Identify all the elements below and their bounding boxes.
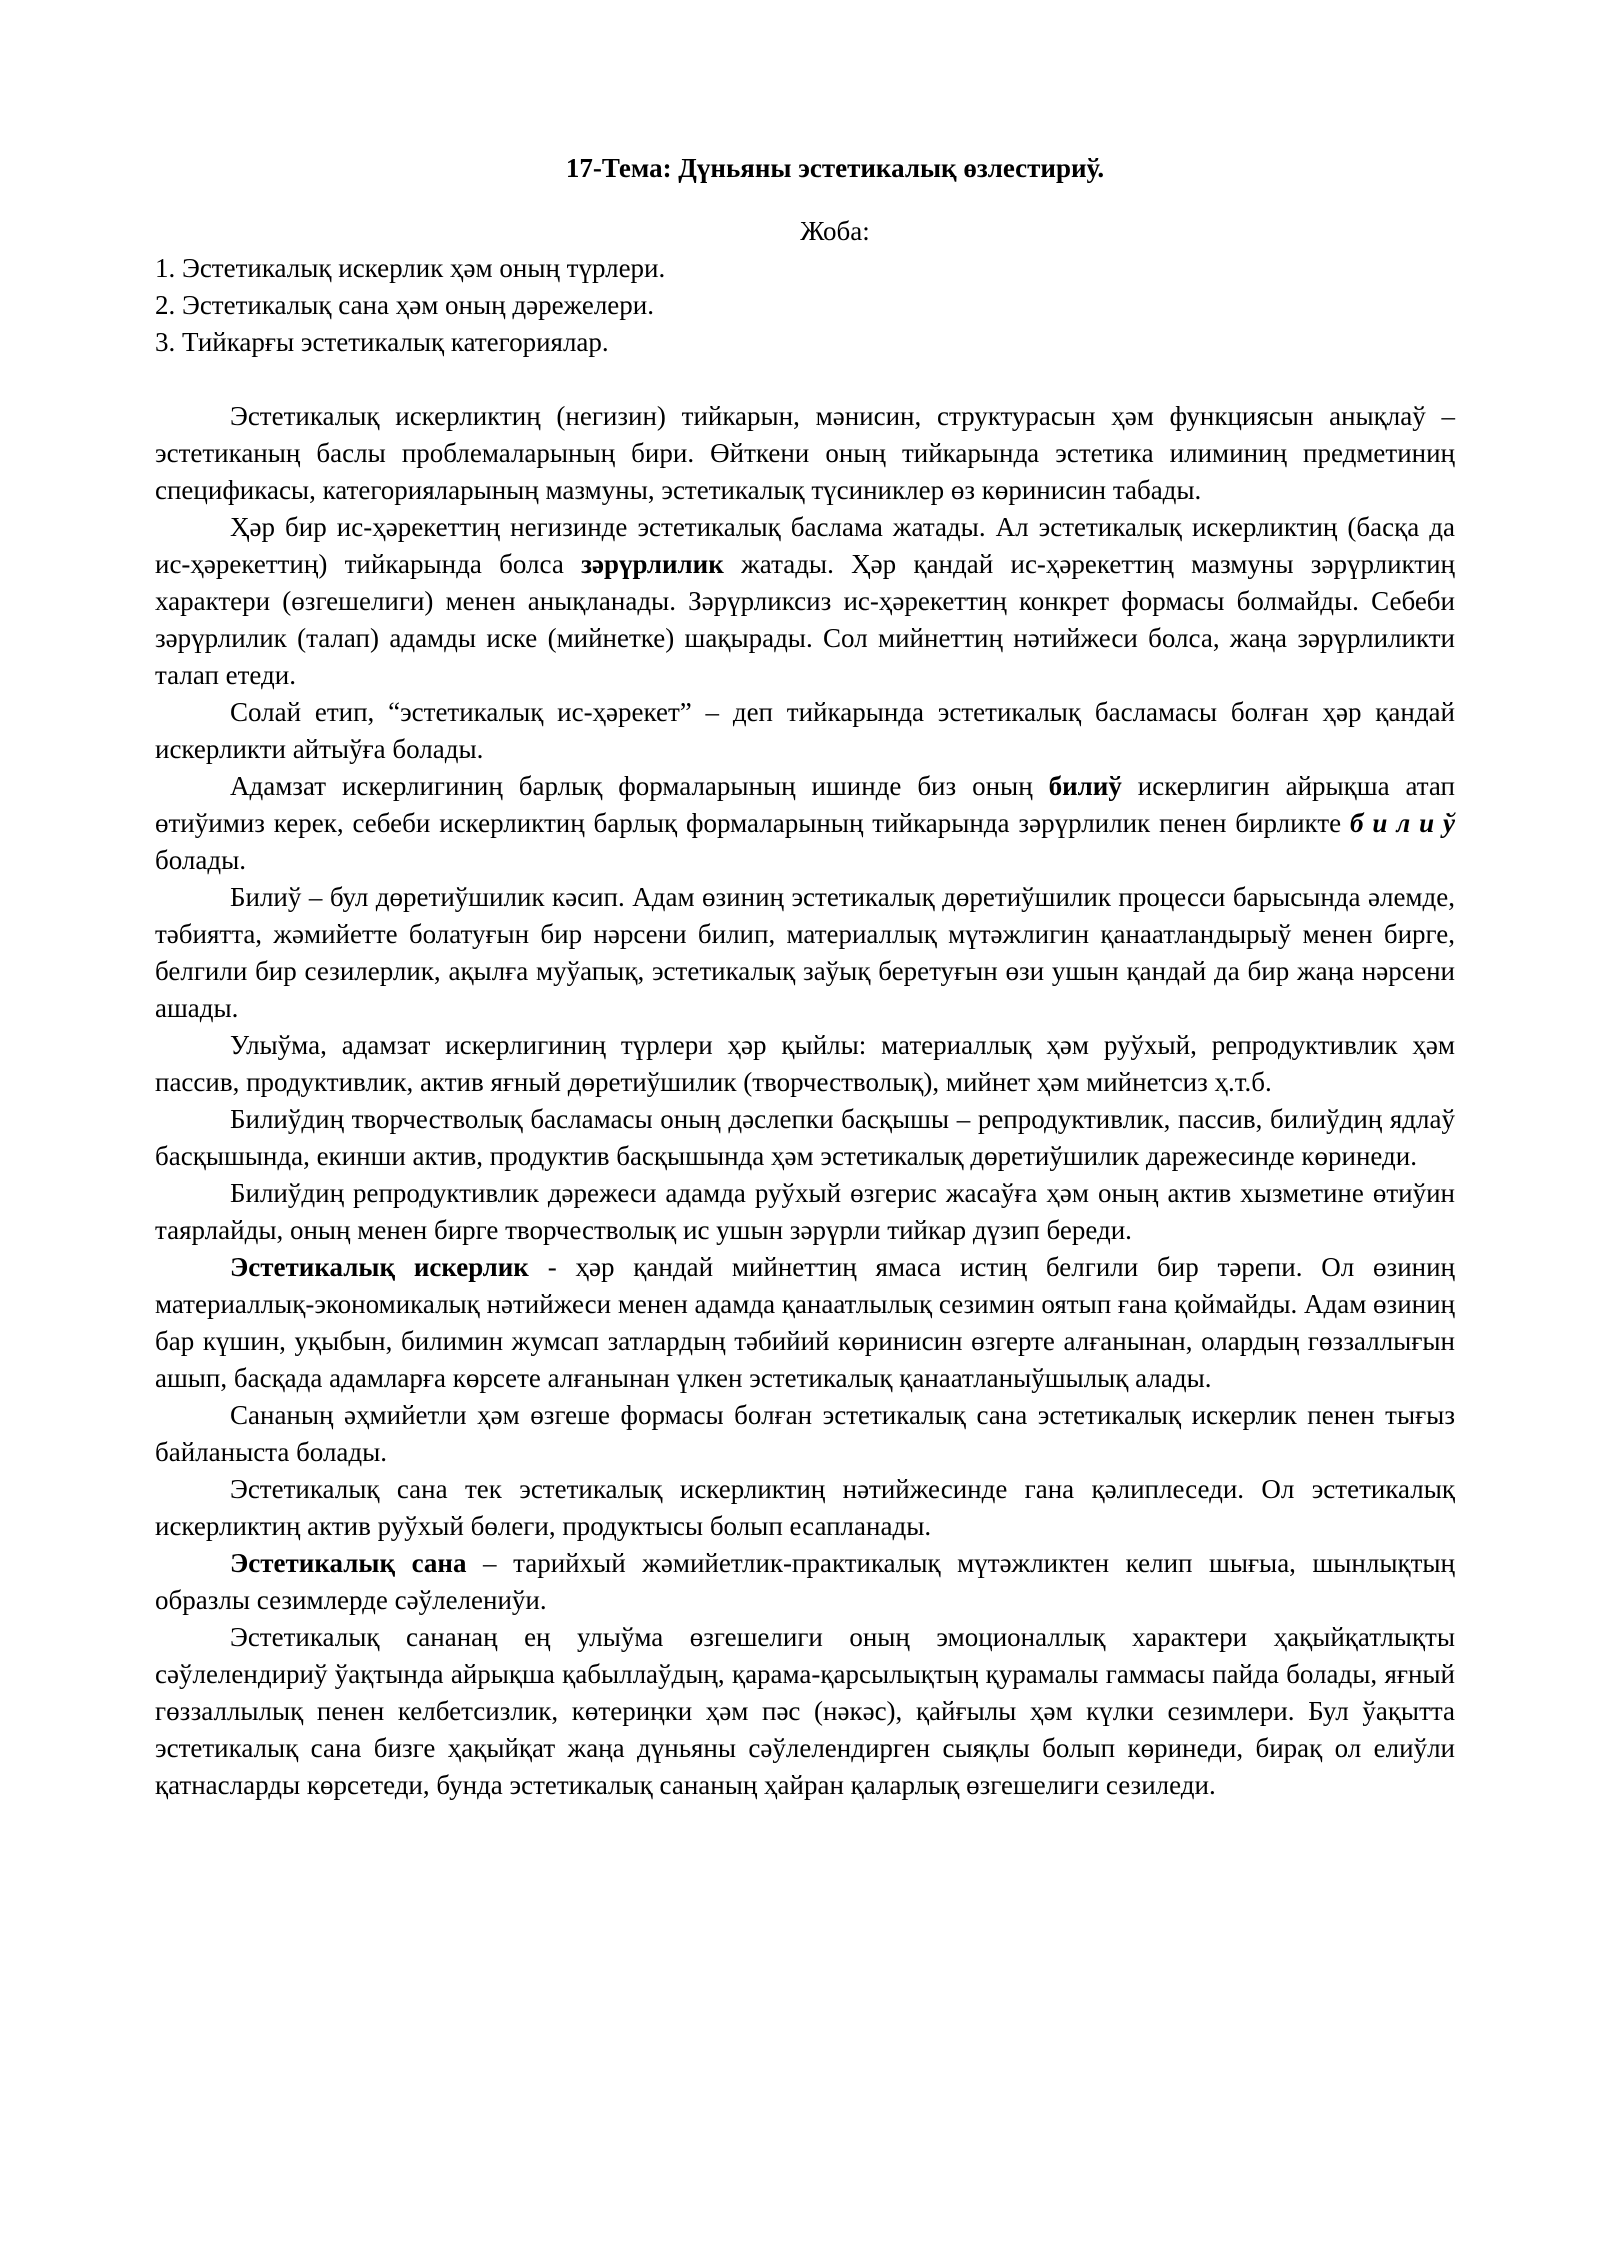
paragraph: Эстетикалық искерликтиң (негизин) тийкарын, мәнисин, структурасын ҳәм функциясын анықлаў – эстетиканың баслы проблемаларының бири. Өйткени оның тийкарында эстетика илиминиң предметиниң спецификасы, категорияларының мазмуны, эстетикалық түсиниклер өз көринисин табады.: [155, 401, 1455, 505]
plan-item: 1. Эстетикалық искерлик ҳәм оның түрлери.: [155, 253, 666, 283]
bold-term: Эстетикалық искерлик: [230, 1252, 529, 1282]
paragraph: Солай етип, “эстетикалық ис-ҳәрекет” – деп тийкарында эстетикалық басламасы болған ҳәр қандай искерликти айтыўға болады.: [155, 697, 1455, 764]
paragraph: Билиў – бул дөретиўшилик кәсип. Адам өзиниң эстетикалық дөретиўшилик процесси барысында әлемде, тәбиятта, жәмийетте болатуғын бир нәрсени билип, материаллық мүтәжлигин қанаатландырыў менен бирге, белгили бир сезилерлик, ақылға муўапық, эстетикалық заўық беретуғын өзи ушын қандай да бир жаңа нәрсени ашады.: [155, 882, 1455, 1023]
paragraph: Эстетикалық сана тек эстетикалық искерликтиң нәтийжесинде гана қәлиплеседи. Ол эстетикалық искерликтиң актив руўхый бөлеги, продуктысы болып есапланады.: [155, 1474, 1455, 1541]
paragraph-text: искерлигин айрықша атап өтиўимиз керек, себеби искерликтиң барлық формаларының тийкарында зәрүрлилик пенен бирликте: [155, 771, 1455, 838]
paragraph: Улыўма, адамзат искерлигиниң түрлери ҳәр қыйлы: материаллық ҳәм руўхый, репродуктивлик ҳәм пассив, продуктивлик, актив яғный дөретиўшилик (творчестволық), мийнет ҳәм мийнетсиз ҳ.т.б.: [155, 1030, 1455, 1097]
paragraph: Билиўдиң творчестволық басламасы оның дәслепки басқышы – репродуктивлик, пассив, билиўдиң ядлаў басқышында, екинши актив, продуктив басқышында ҳәм эстетикалық дөретиўшилик дарежесинде көринеди.: [155, 1104, 1455, 1171]
paragraph-text: - ҳәр қандай мийнеттиң ямаса истиң белгили бир тәрепи. Ол өзиниң материаллық-экономикалық нәтийжеси менен адамда қанаатлылық сезимин оятып ғана қоймайды. Адам өзиниң бар күшин, уқыбын, билимин жумсап затлардың тәбийий көринисин өзгерте алғанынан, олардың гөззаллығын ашып, басқада адамларға көрсете алғанынан үлкен эстетикалық қанаатланыўшылық алады.: [155, 1252, 1456, 1393]
bold-italic-term: б и л и ў: [1350, 808, 1455, 838]
paragraph-text: болады.: [155, 845, 246, 875]
paragraph-text: Ҳәр бир ис-ҳәрекеттиң негизинде эстетикалық баслама жатады. Ал эстетикалық искерликтиң (басқа да ис-ҳәрекеттиң) тийкарында болса: [155, 512, 1455, 579]
paragraph: Билиўдиң репродуктивлик дәрежеси адамда руўхый өзгерис жасаўға ҳәм оның актив хызметине өтиўин таярлайды, оның менен бирге творчестволық ис ушын зәрүрли тийкар дүзип береди.: [155, 1178, 1455, 1245]
paragraph: [155, 1545, 1455, 1619]
document-title: 17-Тема: Дүньяны эстетикалық өзлестириў.: [565, 153, 1105, 183]
plan-item: 2. Эстетикалық сана ҳәм оның дәрежелери.: [155, 290, 654, 320]
document-page: [155, 150, 1455, 1804]
paragraph: [155, 1249, 1455, 1397]
bold-term: Эстетикалық сана: [230, 1548, 467, 1578]
paragraph: Эстетикалық сананаң ең улыўма өзгешелиги оның эмоционаллық характери ҳақыйқатлықты сәўлелендириў ўақтында айрықша қабыллаўдың, қарама-қарсылықтың қурамалы гаммасы пайда болады, яғный гөззаллылық пенен келбетсизлик, көтериңки ҳәм пәс (нәкәс), қайғылы ҳәм күлки сезимлери. Бул ўақытта эстетикалық сана бизге ҳақыйқат жаңа дүньяны сәўлелендирген сыяқлы болып көринеди, бирақ ол елиўли қатнасларды көрсетеди, бунда эстетикалық сананың ҳайран қаларлық өзгешелиги сезиледи.: [155, 1622, 1455, 1800]
paragraph: Сананың әҳмийетли ҳәм өзгеше формасы болған эстетикалық сана эстетикалық искерлик пенен тығыз байланыста болады.: [155, 1400, 1455, 1467]
plan-item: 3. Тийкарғы эстетикалық категориялар.: [155, 327, 609, 357]
paragraph-text: Адамзат искерлигиниң барлық формаларының ишинде биз оның: [230, 771, 1049, 801]
plan-label: Жоба:: [800, 216, 870, 246]
paragraph: [155, 768, 1455, 879]
bold-term: билиў: [1048, 771, 1122, 801]
paragraph: [155, 509, 1455, 694]
paragraph-text: – тарийхый жәмийетлик-практикалық мүтәжликтен келип шығыа, шынлықтың образлы сезимлерде сәўлелениўи.: [155, 1548, 1455, 1615]
plan-list: [155, 250, 1455, 361]
paragraph-text: жатады. Ҳәр қандай ис-ҳәрекеттиң мазмуны зәрүрликтиң характери (өзгешелиги) менен анықланады. Зәрүрликсиз ис-ҳәрекеттиң конкрет формасы болмайды. Себеби зәрүрлилик (талап) адамды иске (мийнетке) шақырады. Сол мийнеттиң нәтийжеси болса, жаңа зәрүрлиликти талап етеди.: [155, 549, 1455, 690]
bold-term: зәрүрлилик: [581, 549, 724, 579]
